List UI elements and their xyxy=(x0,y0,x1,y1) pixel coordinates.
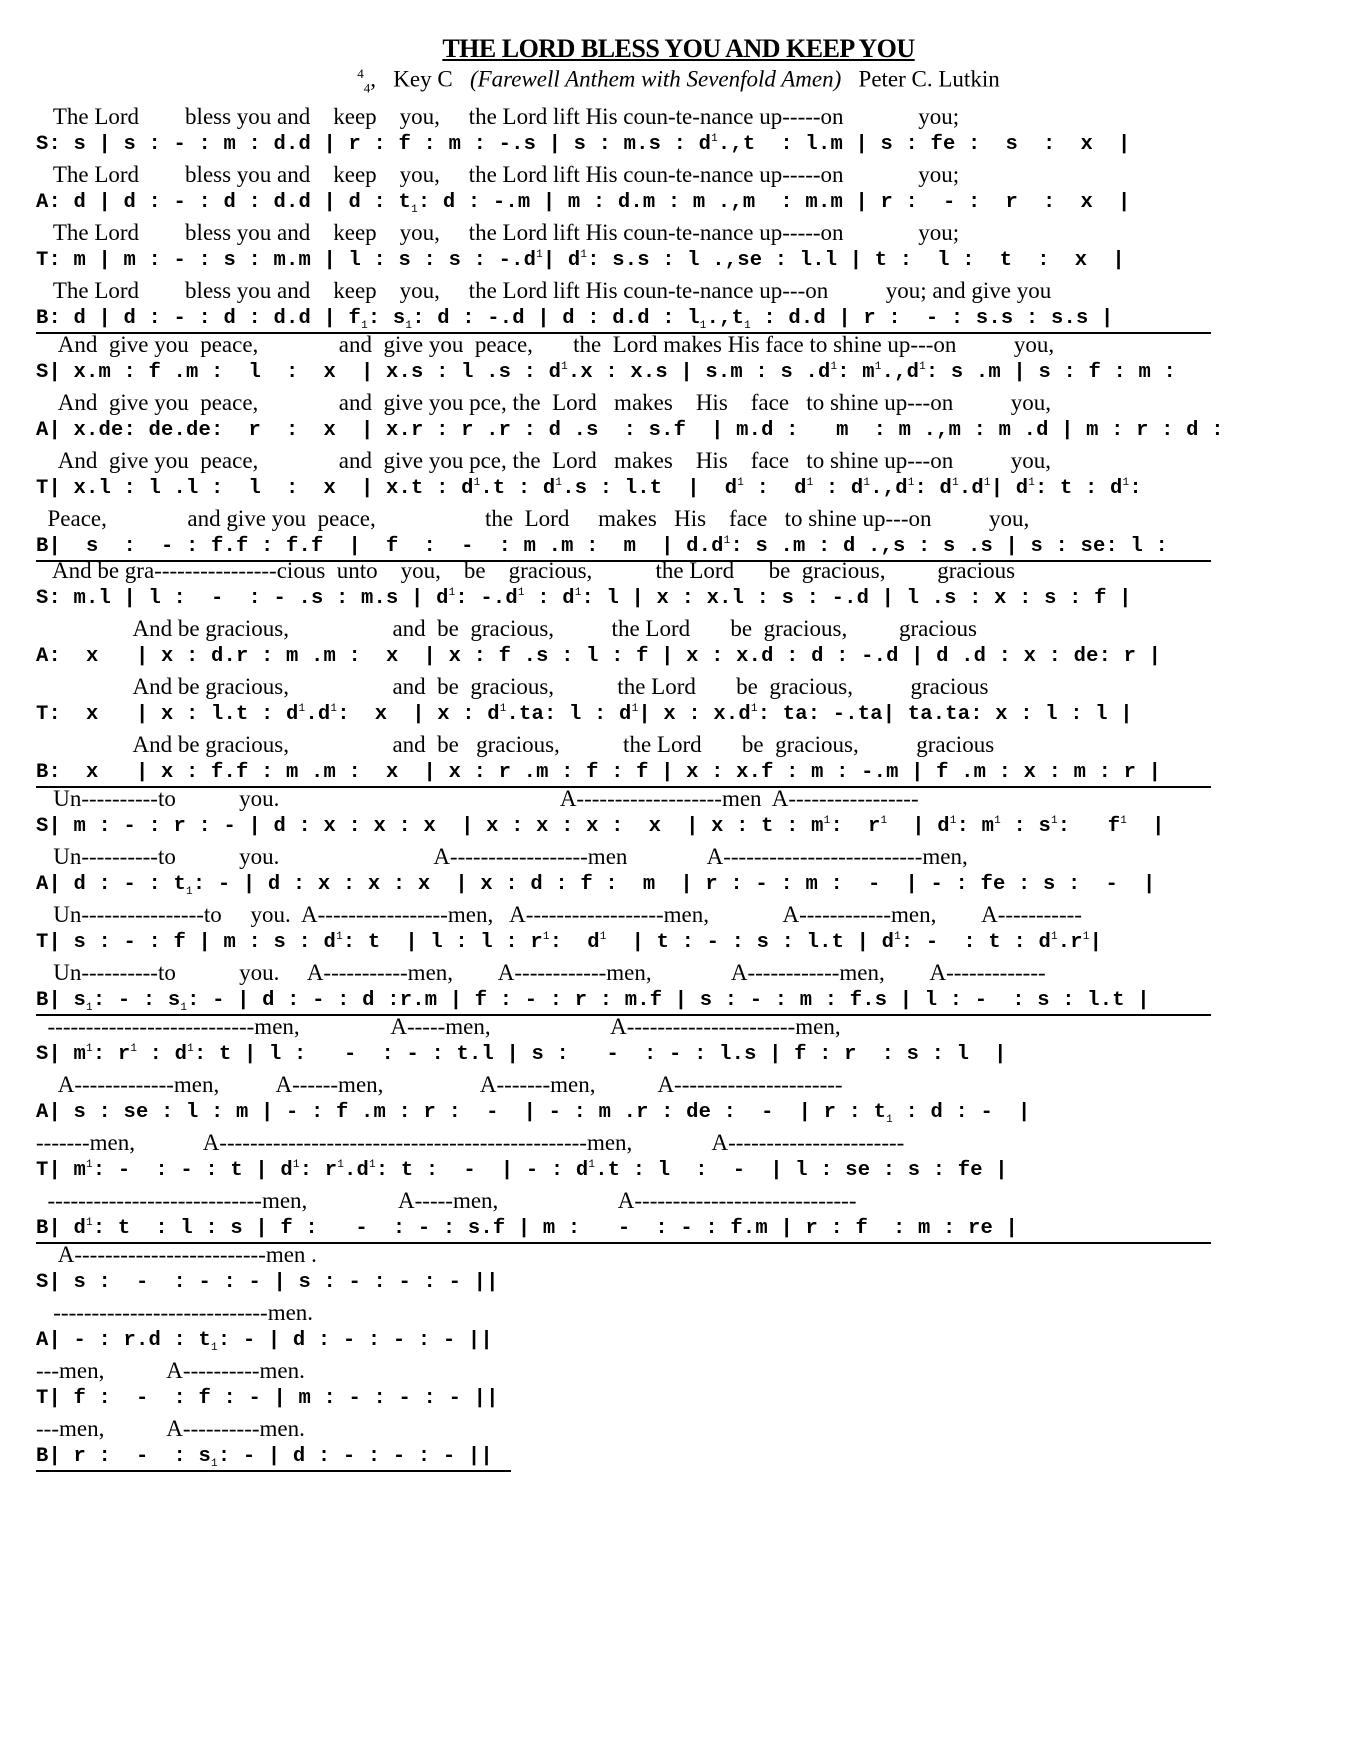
notes-line-tenor: T| s : - : f | m : s : $d^1$: t | l : l : $r^1$: $d^1$ | t : - : s : l.t | $d^1$: - : t : $d^1.r^1|$ xyxy=(36,931,1103,954)
notes-line-alto: A: d | d : - : d : d.d | d : $t_1$: d : -.m | m : d.m : m .,m : m.m | r : - : r : x | xyxy=(36,191,1131,217)
notes-line-bass: B: d | d : - : d : d.d | $f_1$: $s_1$: d : -.d | d : d.d : $l_1.,t_1$ : d.d | r : - : s.s : s.s | xyxy=(36,307,1114,333)
notes-line-tenor: T| x.l : l .l : l : x | x.t : $d^1.t$ : $d^1.s$ : l.t | $d^1$ : $d^1$ : $d^1.,d^1$: $d^1.d^1|$ $d^1$: t : $d^1$: xyxy=(36,477,1142,500)
lyric-line-soprano: Un----------to you. A-------------------men A----------------- xyxy=(36,786,919,811)
lyric-line-bass: ----------------------------men, A-----men, A----------------------------- xyxy=(36,1188,857,1213)
score-system xyxy=(36,1012,1351,1244)
key-signature: , Key C xyxy=(370,66,470,92)
notes-line-bass: B| r : - : $s_1$: - | d : - : - : - || xyxy=(36,1445,493,1471)
anthem-description: (Farewell Anthem with Sevenfold Amen) xyxy=(469,66,842,92)
score-system xyxy=(36,102,1351,334)
lyric-line-tenor: The Lord bless you and keep you, the Lord lift His coun-te-nance up-----on you; xyxy=(36,220,960,245)
lyric-line-soprano: And be gra----------------cious unto you, be gracious, the Lord be gracious, gracious xyxy=(36,558,1016,583)
score-system xyxy=(36,556,1351,788)
notes-line-tenor: T| f : - : f : - | m : - : - : - || xyxy=(36,1387,499,1410)
notes-line-soprano: S: m.l | l : - : - .s : m.s | $d^1$: $-.d^1$ : $d^1$: l | x : x.l : s : -.d | l .s : x : s : f | xyxy=(36,587,1132,610)
lyric-line-soprano: ---------------------------men, A-----men, A----------------------men, xyxy=(36,1014,841,1039)
lyric-line-bass: ---men, A----------men. xyxy=(36,1416,305,1441)
lyric-line-tenor: And be gracious, and be gracious, the Lord be gracious, gracious xyxy=(36,674,989,699)
notes-line-soprano: S| x.m : f .m : l : x | x.s : l .s : $d^1.x$ : x.s | s.m : s $.d^1$: $m^1.,d^1$: s .m | s : f : m : xyxy=(36,361,1176,384)
lyric-line-tenor: Un----------------to you. A-----------------men, A------------------men, A------------men, A----------- xyxy=(36,902,1082,927)
lyric-line-soprano: A-------------------------men . xyxy=(36,1242,317,1267)
lyric-line-bass: The Lord bless you and keep you, the Lord lift His coun-te-nance up---on you; and give you xyxy=(36,278,1052,303)
score-system xyxy=(36,784,1351,1016)
notes-line-alto: A| d : - : $t_1$: - | d : x : x : x | x : d : f : m | r : - : m : - | - : fe : s : - | xyxy=(36,873,1156,899)
notes-line-soprano: S| s : - : - : - | s : - : - : - || xyxy=(36,1271,499,1294)
notes-line-soprano: S| m : - : r : - | d : x : x : x | x : x : x : x | x : t : $m^1$: $r^1$ | $d^1$: $m^1$ : $s^1$: $f^1$ | xyxy=(36,815,1165,838)
notes-line-bass: B| s : - : f.f : f.f | f : - : m .m : m | $d.d^1$: s .m : d .,s : s .s | s : se: l : xyxy=(36,535,1169,558)
composer: Peter C. Lutkin xyxy=(841,66,1000,92)
score-system xyxy=(36,1240,1351,1472)
lyric-line-bass: Peace, and give you peace, the Lord makes His face to shine up---on you, xyxy=(36,506,1030,531)
lyric-line-alto: And give you peace, and give you pce, the Lord makes His face to shine up---on you, xyxy=(36,390,1051,415)
notes-line-bass: B: x | x : f.f : m .m : x | x : r .m : f : f | x : x.f : m : -.m | f .m : x : m : r | xyxy=(36,761,1162,784)
notes-line-bass: B| $s_1$: - : $s_1$: - | d : - : d :r.m | f : - : r : m.f | s : - : m : f.s | l : - : s : l.t | xyxy=(36,989,1150,1015)
lyric-line-soprano: And give you peace, and give you peace, the Lord makes His face to shine up---on you, xyxy=(36,332,1055,357)
lyric-line-alto: ----------------------------men. xyxy=(36,1300,314,1325)
lyric-line-tenor: And give you peace, and give you pce, the Lord makes His face to shine up---on you, xyxy=(36,448,1051,473)
lyric-line-alto: Un----------to you. A------------------men A--------------------------men, xyxy=(36,844,968,869)
system-rule xyxy=(36,1470,511,1472)
time-signature-numerator: 4 xyxy=(357,66,364,81)
time-signature-denominator: 4 xyxy=(363,80,371,96)
lyric-line-tenor: ---men, A----------men. xyxy=(36,1358,305,1383)
score-system xyxy=(36,330,1351,562)
notes-line-soprano: S: s | s : - : m : d.d | r : f : m : -.s | s : m.s : $d^1.,t$ : l.m | s : fe : s : x | xyxy=(36,133,1131,156)
anthem-title: THE LORD BLESS YOU AND KEEP YOU xyxy=(442,34,915,63)
subtitle-line xyxy=(0,66,1357,96)
lyric-line-soprano: The Lord bless you and keep you, the Lord lift His coun-te-nance up-----on you; xyxy=(36,104,960,129)
notes-line-tenor: T| $m^1$: - : - : t | $d^1$: $r^1.d^1$: t : - | - : $d^1.t$ : l : - | l : se : s : fe | xyxy=(36,1159,1008,1182)
lyric-line-alto: And be gracious, and be gracious, the Lord be gracious, gracious xyxy=(36,616,977,641)
notes-line-tenor: T: x | x : l.t : $d^1.d^1$: x | x : $d^1.ta$: l : $d^1|$ x : $x.d^1$: ta: -.ta| ta.ta: x : l : l | xyxy=(36,703,1133,726)
lyric-line-bass: And be gracious, and be gracious, the Lord be gracious, gracious xyxy=(36,732,995,757)
lyric-line-tenor: -------men, A------------------------------------------------men, A----------------------- xyxy=(36,1130,905,1155)
notes-line-tenor: T: m | m : - : s : m.m | l : s : s : $-.d^1|$ $d^1$: s.s : l .,se : l.l | t : l : t : x | xyxy=(36,249,1125,272)
lyric-line-alto: A-------------men, A------men, A-------men, A---------------------- xyxy=(36,1072,843,1097)
notes-line-alto: A| s : se : l : m | - : f .m : r : - | - : m .r : de : - | r : $t_1$ : d : - | xyxy=(36,1101,1031,1127)
notes-line-soprano: S| $m^1$: $r^1$ : $d^1$: t | l : - : - : t.l | s : - : - : l.s | f : r : s : l | xyxy=(36,1043,1007,1066)
lyric-line-bass: Un----------to you. A-----------men, A------------men, A------------men, A------------- xyxy=(36,960,1046,985)
lyric-line-alto: The Lord bless you and keep you, the Lord lift His coun-te-nance up-----on you; xyxy=(36,162,960,187)
notes-line-alto: A: x | x : d.r : m .m : x | x : f .s : l : f | x : x.d : d : -.d | d .d : x : de: r | xyxy=(36,645,1162,668)
notes-line-bass: B| $d^1$: t : l : s | f : - : - : s.f | m : - : - : f.m | r : f : m : re | xyxy=(36,1217,1018,1240)
notes-line-alto: A| x.de: de.de: r : x | x.r : r .r : d .s : s.f | m.d : m : m .,m : m .d | m : r : d : xyxy=(36,419,1224,442)
notes-line-alto: A| - : r.d : $t_1$: - | d : - : - : - || xyxy=(36,1329,493,1355)
